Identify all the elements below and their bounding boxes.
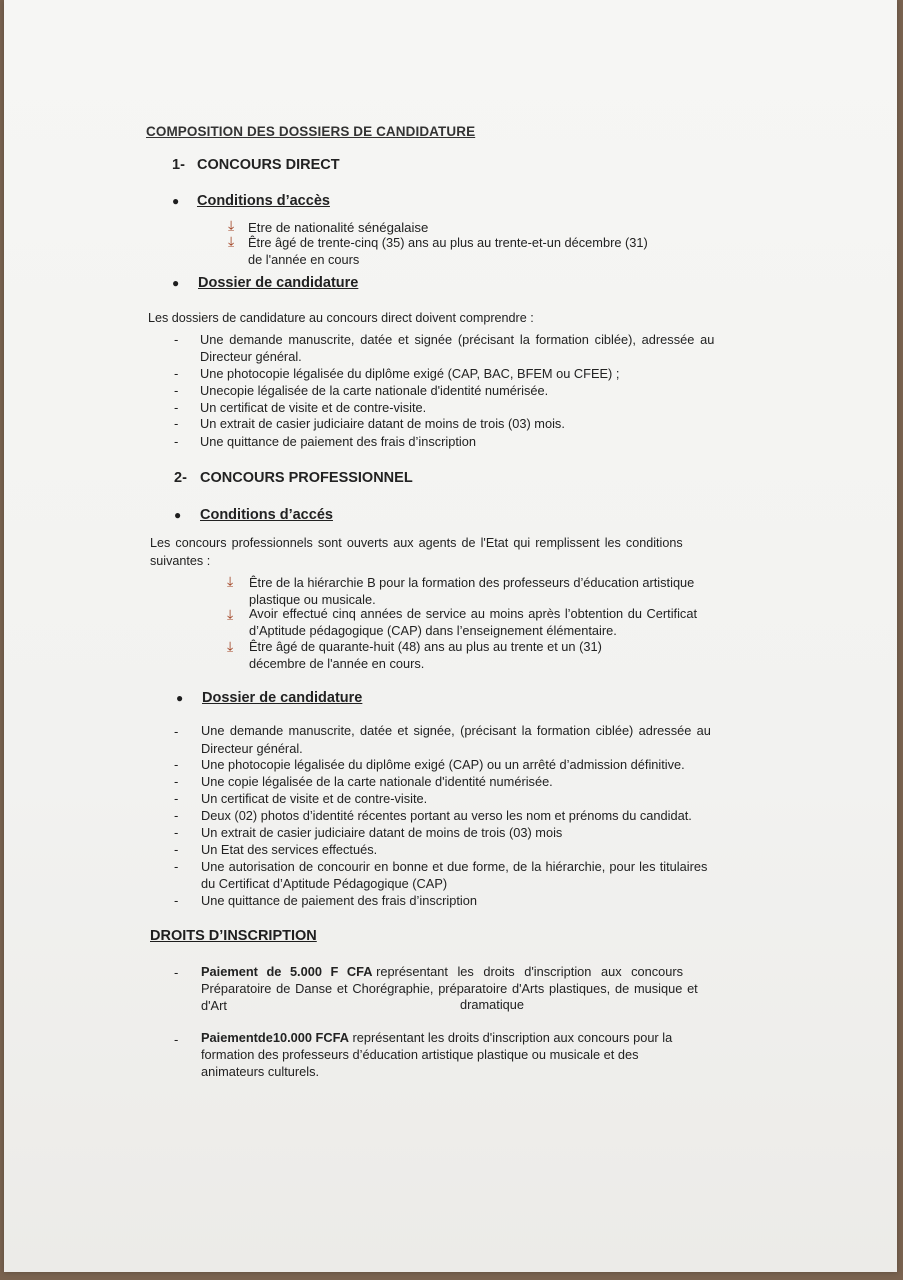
section-1-heading: CONCOURS DIRECT: [197, 157, 340, 173]
section-1-dossier-heading: Dossier de candidature: [198, 275, 359, 291]
droits-item-1-amount: Paiement de 5.000 F CFA: [201, 964, 373, 979]
condition-line: d’Aptitude pédagogique (CAP) dans l’enseignement élémentaire.: [249, 623, 617, 638]
dossier-item: Une photocopie légalisée du diplôme exigé (CAP) ou un arrêté d’admission définitive.: [201, 757, 685, 772]
droits-item-1: [201, 963, 763, 980]
section-2-heading: CONCOURS PROFESSIONNEL: [200, 470, 413, 486]
list-dash: -: [174, 1032, 179, 1047]
document-title: COMPOSITION DES DOSSIERS DE CANDIDATURE: [146, 124, 476, 139]
droits-item-2-amount: Paiementde10.000 FCFA: [201, 1030, 349, 1045]
condition-line: Avoir effectué cinq années de service au moins après l’obtention du Certificat: [249, 606, 698, 621]
droits-item-2: [201, 1029, 672, 1046]
droits-item-2-text: représentant les droits d'inscription aux concours pour la: [352, 1030, 673, 1045]
list-dash: -: [174, 893, 179, 908]
droits-item-2-line-2: formation des professeurs d’éducation artistique plastique ou musicale et des: [201, 1047, 639, 1062]
dossier-item: Unecopie légalisée de la carte nationale d'identité numérisée.: [200, 383, 549, 398]
dossier-item: Directeur général.: [201, 741, 303, 756]
arrow-bullet-icon: ⤓: [227, 638, 234, 654]
section-1-conditions-heading: Conditions d’accès: [197, 193, 330, 209]
dossier-item: Un certificat de visite et de contre-visite.: [200, 400, 427, 415]
section-2-dossier-heading: Dossier de candidature: [202, 690, 363, 706]
section-2-intro-continued: suivantes :: [150, 554, 211, 568]
list-dash: -: [174, 383, 179, 398]
document-page: [4, 0, 897, 1272]
section-2-conditions-heading: Conditions d’accés: [200, 507, 333, 523]
dossier-item: Une copie légalisée de la carte nationale d'identité numérisée.: [201, 774, 553, 789]
condition-line: décembre de l'année en cours.: [249, 656, 425, 671]
list-dash: -: [174, 332, 179, 347]
list-dash: -: [174, 757, 179, 772]
list-dash: -: [174, 724, 179, 739]
dossier-item: Deux (02) photos d’identité récentes portant au verso les nom et prénoms du candidat.: [201, 808, 692, 823]
dossier-item: Un certificat de visite et de contre-visite.: [201, 791, 428, 806]
condition-line: Etre de nationalité sénégalaise: [248, 220, 429, 235]
bullet-dot: ●: [176, 691, 184, 705]
dossier-item: Une photocopie légalisée du diplôme exigé (CAP, BAC, BFEM ou CFEE) ;: [200, 366, 620, 381]
list-dash: -: [174, 965, 179, 980]
bullet-dot: ●: [174, 508, 182, 522]
arrow-bullet-icon: ⤓: [228, 217, 235, 233]
droits-item-1-line-3-right: dramatique: [460, 997, 525, 1012]
section-1-intro: Les dossiers de candidature au concours direct doivent comprendre :: [148, 311, 534, 325]
condition-line: Être de la hiérarchie B pour la formation des professeurs d’éducation artistique: [249, 575, 695, 590]
bullet-dot: ●: [172, 276, 180, 290]
droits-item-1-text: représentant les droits d'inscription aux concours: [376, 964, 684, 979]
dossier-item: Un extrait de casier judiciaire datant de moins de trois (03) mois: [201, 825, 563, 840]
droits-heading: DROITS D’INSCRIPTION: [150, 928, 317, 944]
list-dash: -: [174, 825, 179, 840]
dossier-item: Une demande manuscrite, datée et signée, (précisant la formation ciblée) adressée au: [201, 723, 711, 738]
section-2-intro: Les concours professionnels sont ouverts aux agents de l'Etat qui remplissent les conditions: [150, 536, 683, 550]
arrow-bullet-icon: ⤓: [228, 233, 235, 249]
condition-line: plastique ou musicale.: [249, 592, 376, 607]
droits-item-1-line-2: Préparatoire de Danse et Chorégraphie, préparatoire d'Arts plastiques, de musique et: [201, 981, 698, 996]
list-dash: -: [174, 416, 179, 431]
section-1-number: 1-: [172, 157, 185, 173]
dossier-item: Un Etat des services effectués.: [201, 842, 378, 857]
arrow-bullet-icon: ⤓: [227, 573, 234, 589]
dossier-item: Directeur général.: [200, 349, 302, 364]
condition-line: de l'année en cours: [248, 252, 360, 267]
arrow-bullet-icon: ⤓: [227, 606, 234, 622]
dossier-item: Une quittance de paiement des frais d’inscription: [200, 434, 477, 449]
dossier-item: Un extrait de casier judiciaire datant de moins de trois (03) mois.: [200, 416, 565, 431]
section-2-number: 2-: [174, 470, 187, 486]
droits-item-1-line-3-left: d'Art: [201, 998, 227, 1013]
dossier-item: du Certificat d’Aptitude Pédagogique (CAP): [201, 876, 448, 891]
list-dash: -: [174, 791, 179, 806]
list-dash: -: [174, 842, 179, 857]
list-dash: -: [174, 434, 179, 449]
bullet-dot: ●: [172, 194, 180, 208]
condition-line: Être âgé de trente-cinq (35) ans au plus au trente-et-un décembre (31): [248, 235, 648, 250]
list-dash: -: [174, 859, 179, 874]
condition-line: Être âgé de quarante-huit (48) ans au plus au trente et un (31): [249, 639, 602, 654]
droits-item-2-line-3: animateurs culturels.: [201, 1064, 320, 1079]
list-dash: -: [174, 400, 179, 415]
list-dash: -: [174, 366, 179, 381]
dossier-item: Une autorisation de concourir en bonne et due forme, de la hiérarchie, pour les titulaires: [201, 859, 708, 874]
dossier-item: Une demande manuscrite, datée et signée (précisant la formation ciblée), adressée au: [200, 332, 715, 347]
list-dash: -: [174, 774, 179, 789]
list-dash: -: [174, 808, 179, 823]
dossier-item: Une quittance de paiement des frais d’inscription: [201, 893, 478, 908]
